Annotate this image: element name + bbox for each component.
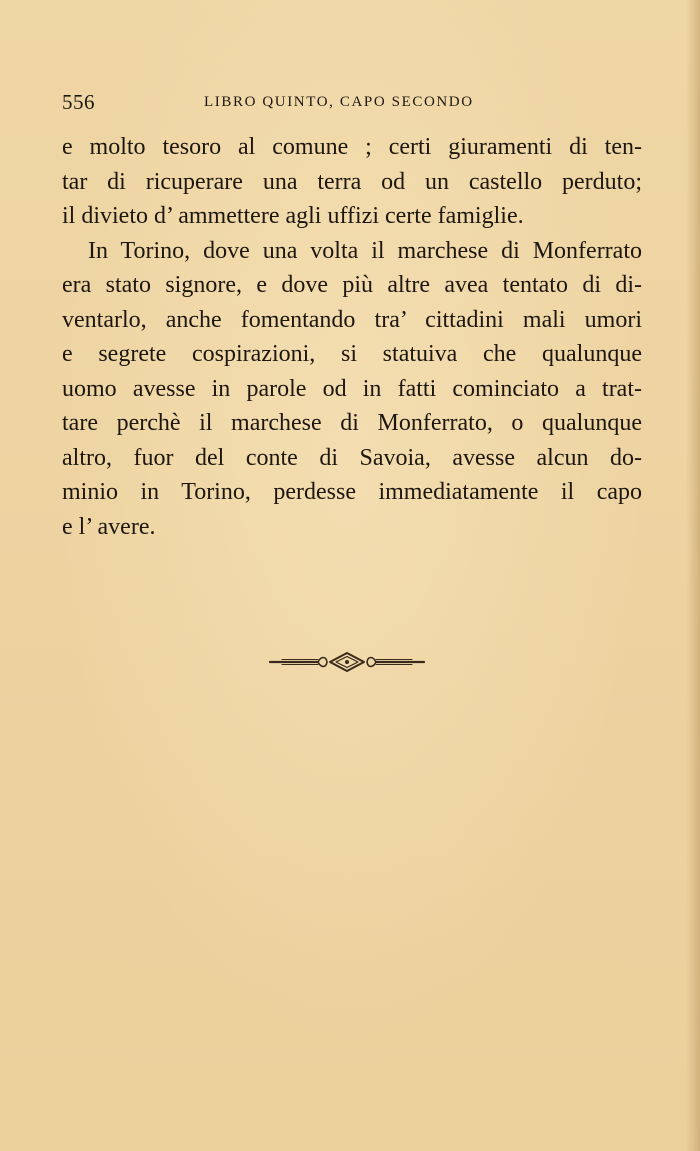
body-text [62, 130, 642, 544]
text-line: e l’ avere. [62, 513, 156, 540]
tailpiece-ornament-icon [268, 648, 426, 676]
text-line: e segrete cospirazioni, si statuiva che qualunque [62, 341, 642, 367]
paragraph-continuation [62, 130, 642, 234]
text-line: era stato signore, e dove più altre avea tentato di di- [62, 272, 642, 298]
text-line: In Torino, dove una volta il marchese di Monferrato [88, 237, 642, 264]
text-line: e molto tesoro al comune ; certi giuramenti di ten- [62, 134, 642, 160]
paragraph-torino [62, 234, 642, 545]
text-line: altro, fuor del conte di Savoia, avesse alcun do- [62, 444, 642, 471]
text-line: il divieto d’ ammettere agli uffizi certe famiglie. [62, 203, 524, 229]
text-line: ventarlo, anche fomentando tra’ cittadini mali umori [62, 306, 642, 333]
page-edge-shadow [686, 0, 700, 1151]
running-head [62, 88, 642, 116]
chapter-header: LIBRO QUINTO, CAPO SECONDO [204, 94, 474, 110]
text-line: tar di ricuperare una terra od un castello perduto; [62, 168, 642, 195]
page-number: 556 [62, 90, 95, 114]
text-line: minio in Torino, perdesse immediatamente il capo [62, 479, 642, 505]
text-line: uomo avesse in parole od in fatti cominciato a trat- [62, 375, 642, 402]
text-line: tare perchè il marchese di Monferrato, o qualunque [62, 410, 642, 436]
